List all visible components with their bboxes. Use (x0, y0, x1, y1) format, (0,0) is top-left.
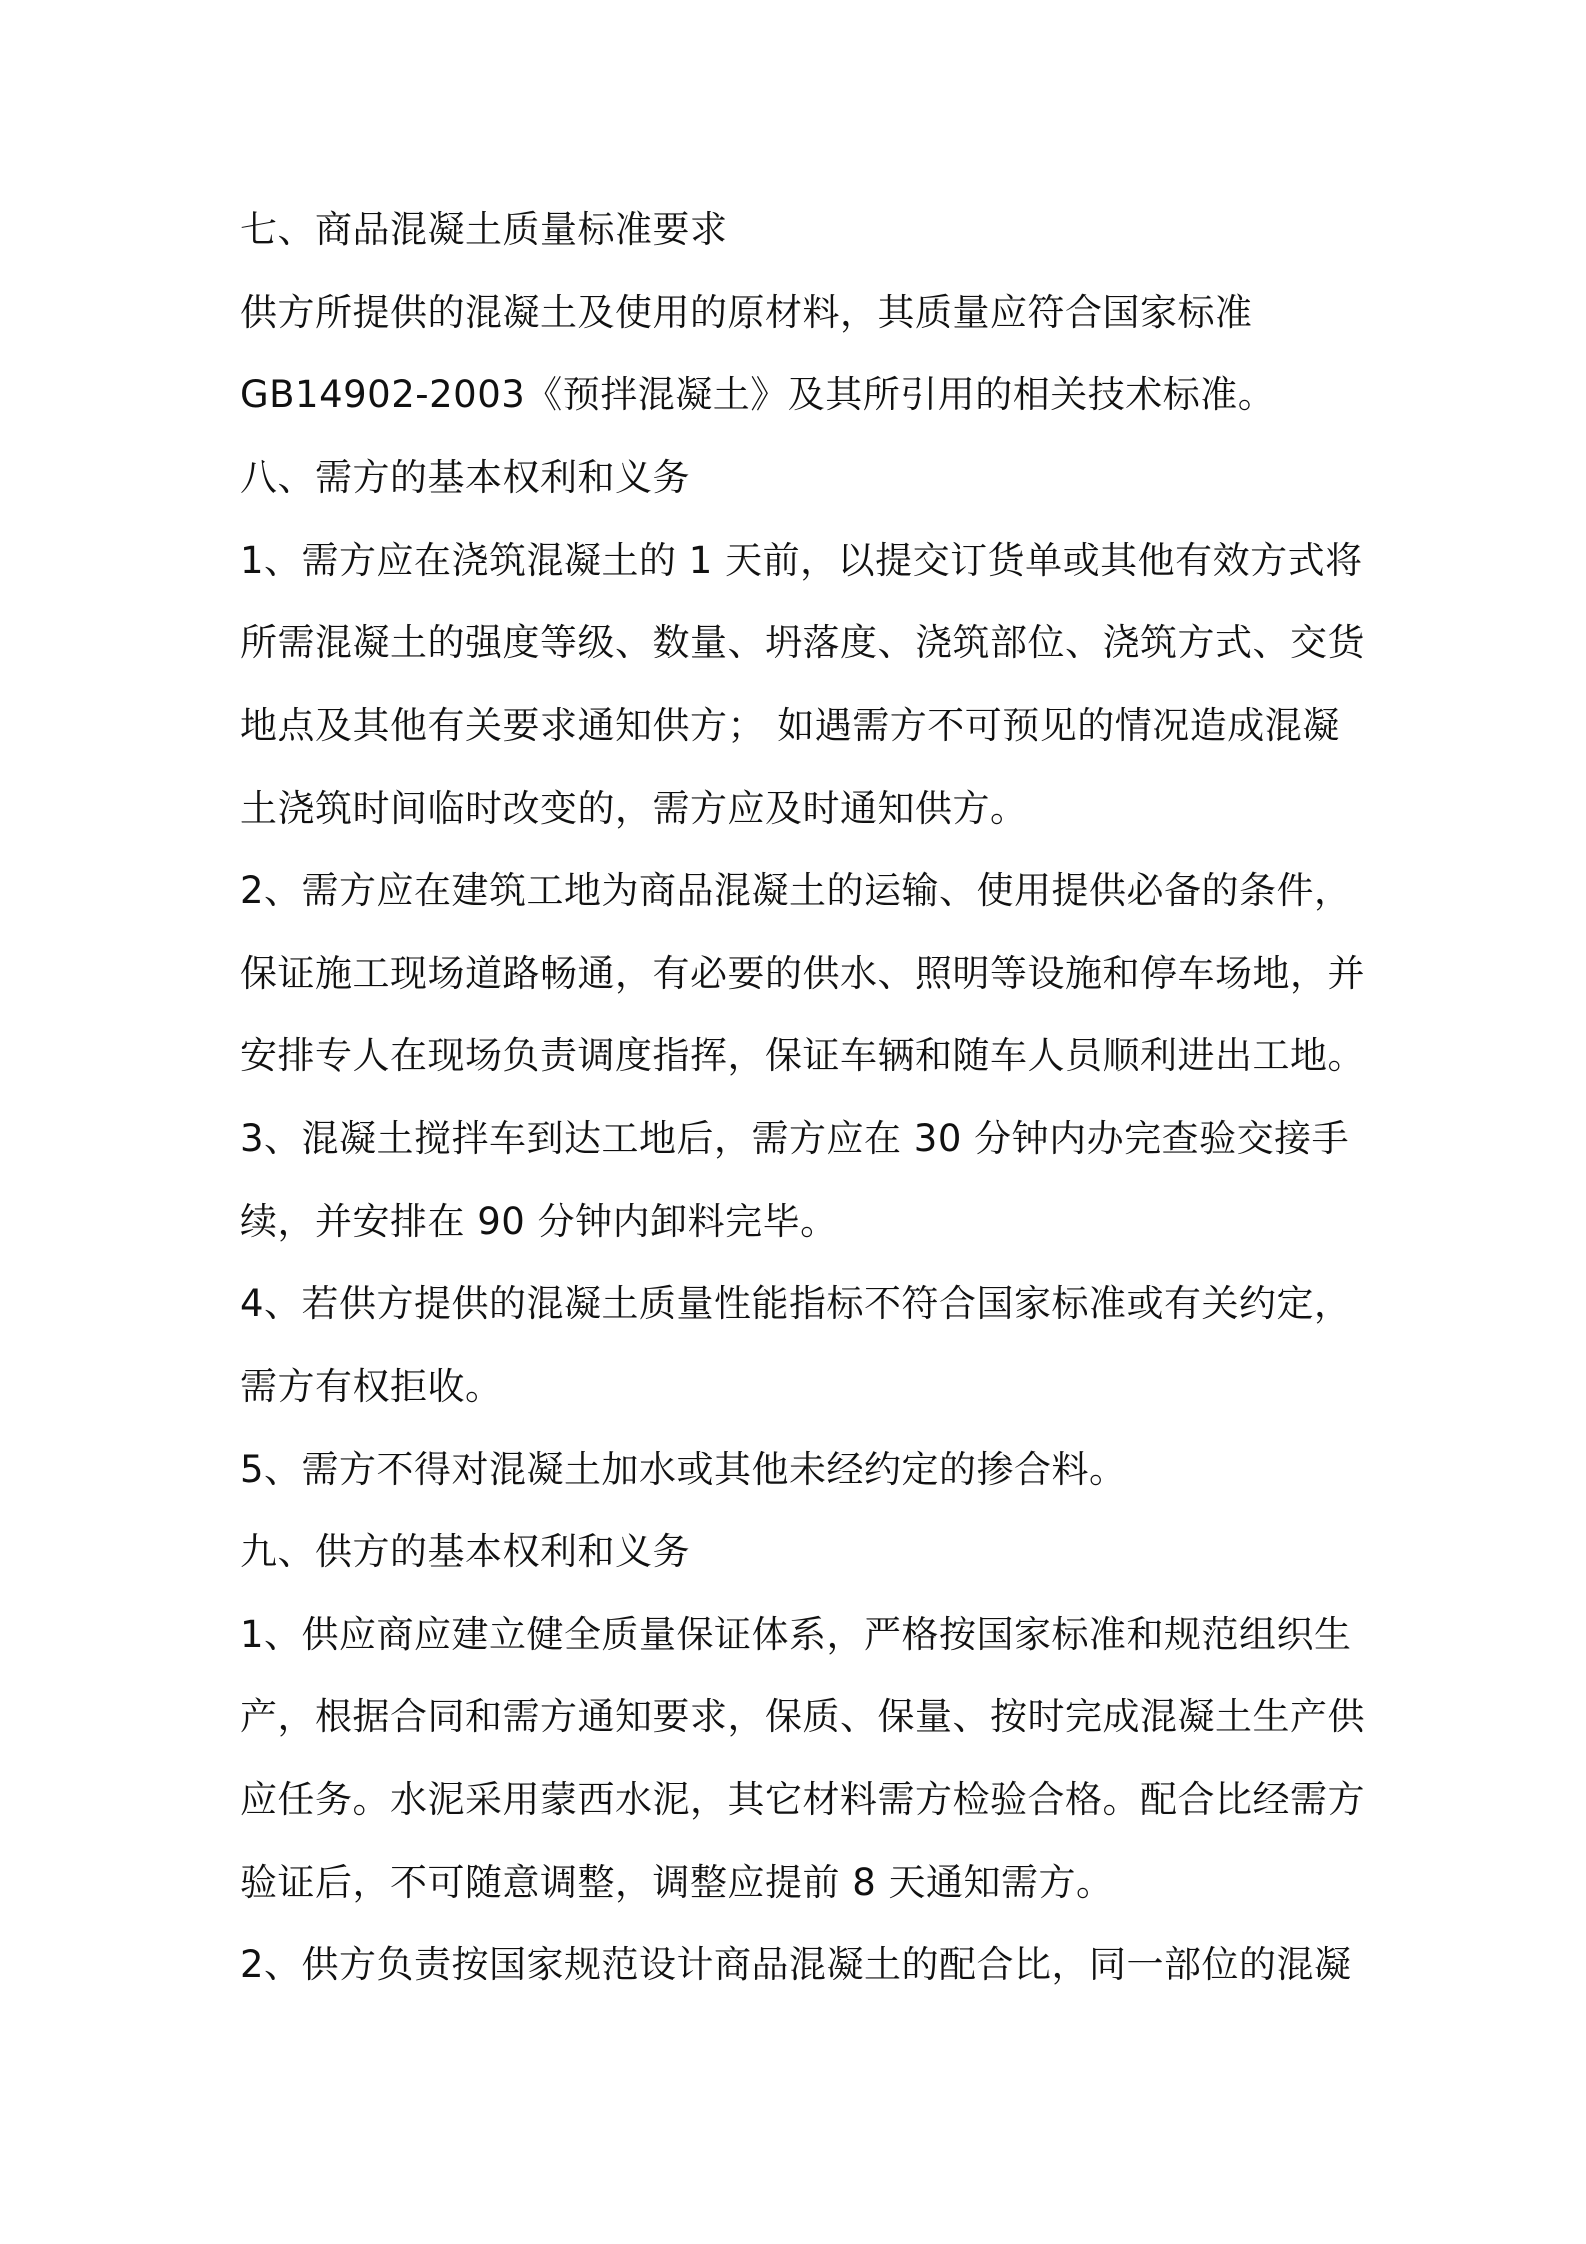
paragraph-line: 应任务。水泥采用蒙西水泥，其它材料需方检验合格。配合比经需方 (240, 1778, 1365, 1821)
paragraph-line: 所需混凝土的强度等级、数量、坍落度、浇筑部位、浇筑方式、交货 (240, 621, 1365, 664)
paragraph-line: 需方有权拒收。 (240, 1365, 503, 1408)
section-heading-8: 八、需方的基本权利和义务 (240, 456, 690, 499)
paragraph-line: 安排专人在现场负责调度指挥，保证车辆和随车人员顺利进出工地。 (240, 1034, 1365, 1077)
paragraph-line: 2、供方负责按国家规范设计商品混凝土的配合比，同一部位的混凝 (240, 1943, 1352, 1986)
paragraph-line: 4、若供方提供的混凝土质量性能指标不符合国家标准或有关约定， (240, 1282, 1352, 1325)
section-heading-9: 九、供方的基本权利和义务 (240, 1530, 690, 1573)
paragraph-line: 续，并安排在 90 分钟内卸料完毕。 (240, 1200, 838, 1243)
paragraph-line: 供方所提供的混凝土及使用的原材料，其质量应符合国家标准 (240, 291, 1253, 334)
paragraph-line: 产，根据合同和需方通知要求，保质、保量、按时完成混凝土生产供 (240, 1695, 1365, 1738)
paragraph-line: 保证施工现场道路畅通，有必要的供水、照明等设施和停车场地，并 (240, 952, 1365, 995)
paragraph-line: 验证后，不可随意调整，调整应提前 8 天通知需方。 (240, 1861, 1114, 1904)
paragraph-line: 3、混凝土搅拌车到达工地后，需方应在 30 分钟内办完查验交接手 (240, 1117, 1350, 1160)
paragraph-line: 1、供应商应建立健全质量保证体系，严格按国家标准和规范组织生 (240, 1613, 1352, 1656)
paragraph-line: 地点及其他有关要求通知供方； 如遇需方不可预见的情况造成混凝 (240, 704, 1340, 747)
paragraph-line: GB14902-2003《预拌混凝土》及其所引用的相关技术标准。 (240, 373, 1276, 416)
section-heading-7: 七、商品混凝土质量标准要求 (240, 208, 728, 251)
paragraph-line: 土浇筑时间临时改变的，需方应及时通知供方。 (240, 787, 1028, 830)
paragraph-line: 1、需方应在浇筑混凝土的 1 天前，以提交订货单或其他有效方式将 (240, 539, 1363, 582)
paragraph-line: 5、需方不得对混凝土加水或其他未经约定的掺合料。 (240, 1448, 1127, 1491)
paragraph-line: 2、需方应在建筑工地为商品混凝土的运输、使用提供必备的条件， (240, 869, 1352, 912)
